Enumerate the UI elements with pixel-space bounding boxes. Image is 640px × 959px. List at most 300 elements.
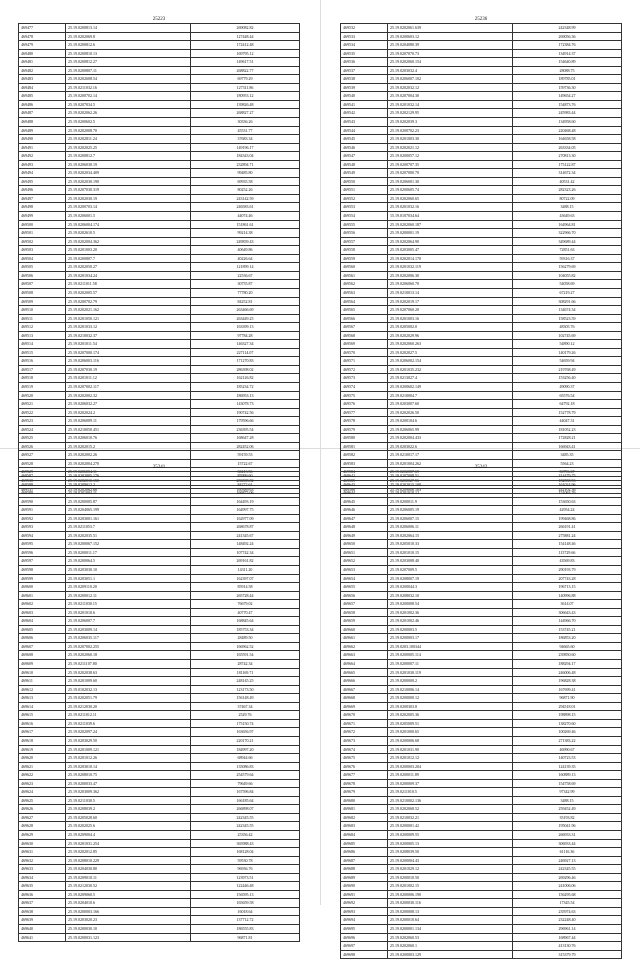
account-code: 25.19.0204065.199 <box>66 506 191 515</box>
account-code: 25.19.0200067.152 <box>66 540 191 549</box>
account-code: 25.19.0207002.255 <box>66 642 191 651</box>
row-number: 469569 <box>341 340 388 349</box>
table-row <box>19 771 300 780</box>
account-code: 25.19.0206010.76 <box>66 434 191 443</box>
panel-top-left <box>18 16 300 494</box>
row-number: 469661 <box>341 634 388 643</box>
amount: 64792.18 <box>513 400 622 409</box>
table-row <box>19 24 300 33</box>
row-number: 469692 <box>341 899 388 908</box>
row-number: 469580 <box>341 434 388 443</box>
amount: 246927.13 <box>513 856 622 865</box>
row-number: 469675 <box>341 754 388 763</box>
account-code: 25.19.0206032.27 <box>66 400 191 409</box>
table-row <box>341 237 622 246</box>
account-code: 25.19.0203010.14 <box>66 762 191 771</box>
amount: 268822.77 <box>191 66 300 75</box>
table-row <box>341 135 622 144</box>
table-row <box>19 907 300 916</box>
table-row <box>341 391 622 400</box>
account-code: 25.19.0200812.27 <box>66 58 191 67</box>
row-number: 469618 <box>19 736 66 745</box>
row-number: 469645 <box>341 497 388 506</box>
table-row <box>19 408 300 417</box>
table-row <box>341 263 622 272</box>
table-row <box>341 788 622 797</box>
table-row <box>341 246 622 255</box>
amount: 198898.15 <box>513 711 622 720</box>
row-number: 469632 <box>19 856 66 865</box>
amount: 242345.55 <box>191 822 300 831</box>
account-code: 25.19.0202024.2 <box>66 408 191 417</box>
account-code: 25.19.0204030.80 <box>66 865 191 874</box>
row-number: 469530 <box>19 476 66 485</box>
amount: 161024.96 <box>513 480 622 489</box>
account-code: 25.19.0200031.123 <box>66 933 191 942</box>
account-code: 25.19.0202012.85 <box>66 848 191 857</box>
amount: 181169.71 <box>191 668 300 677</box>
amount: 102745.69 <box>513 331 622 340</box>
amount: 121899.14 <box>191 263 300 272</box>
table-row <box>341 169 622 178</box>
table-row <box>19 523 300 532</box>
table-row <box>341 451 622 460</box>
table-row <box>19 762 300 771</box>
account-code: 25.19.0203022.6 <box>388 442 513 451</box>
ledger-table <box>340 23 622 494</box>
row-number: 469583 <box>341 459 388 468</box>
table-row <box>19 728 300 737</box>
account-code: 25.19.0210050.451 <box>66 425 191 434</box>
amount: 227114.07 <box>191 348 300 357</box>
account-code: 25.19.0203001.161 <box>66 514 191 523</box>
account-code: 25.19.0202004.362 <box>66 237 191 246</box>
amount: 40649.86 <box>191 246 300 255</box>
row-number: 469511 <box>19 314 66 323</box>
row-number: 469660 <box>341 625 388 634</box>
table-row <box>341 382 622 391</box>
row-number: 469688 <box>341 865 388 874</box>
row-number: 469646 <box>341 506 388 515</box>
account-code: 25.19.0202015.100 <box>388 480 513 489</box>
row-number: 469619 <box>19 745 66 754</box>
row-number: 469572 <box>341 365 388 374</box>
account-code: 25.19.0203007.60 <box>388 400 513 409</box>
account-code: 25.19.0200012.11 <box>66 591 191 600</box>
row-number: 469483 <box>19 75 66 84</box>
table-row <box>341 685 622 694</box>
ledger-table <box>18 23 300 494</box>
table-row <box>341 942 622 951</box>
row-number: 469585 <box>341 476 388 485</box>
row-number: 469623 <box>19 779 66 788</box>
table-row <box>341 434 622 443</box>
table-row <box>19 745 300 754</box>
account-code: 25.19.0202025.25 <box>66 143 191 152</box>
row-number: 469592 <box>19 514 66 523</box>
row-number: 469624 <box>19 788 66 797</box>
table-row <box>341 497 622 506</box>
account-code: 25.19.0205028.60 <box>66 813 191 822</box>
amount: 259452.49 <box>513 805 622 814</box>
row-number: 469643 <box>341 480 388 489</box>
row-number: 469622 <box>19 771 66 780</box>
table-row <box>341 933 622 942</box>
amount: 239850.60 <box>513 651 622 660</box>
account-code: 25.19.0201029.12 <box>388 865 513 874</box>
amount: 266191.41 <box>513 523 622 532</box>
row-number: 469560 <box>341 263 388 272</box>
row-number: 469605 <box>19 625 66 634</box>
amount: 168128.04 <box>191 848 300 857</box>
row-number: 469512 <box>19 323 66 332</box>
account-code: 25.19.0207000.174 <box>66 348 191 357</box>
row-number: 469497 <box>19 194 66 203</box>
panel-bottom-right <box>340 464 622 959</box>
account-code: 25.19.0200057.12 <box>388 152 513 161</box>
table-row <box>19 212 300 221</box>
account-code: 25.19.0200807.11 <box>66 66 191 75</box>
amount: 294518.01 <box>513 702 622 711</box>
table-row <box>19 540 300 549</box>
row-number: 469685 <box>341 839 388 848</box>
amount: 54058.69 <box>513 280 622 289</box>
table-row <box>341 523 622 532</box>
account-code: 25.19.0202002.32 <box>66 391 191 400</box>
table-row <box>341 323 622 332</box>
row-number: 469666 <box>341 677 388 686</box>
row-number: 469678 <box>341 779 388 788</box>
row-number: 469596 <box>19 548 66 557</box>
row-number: 469558 <box>341 246 388 255</box>
account-code: 25.19.0202030.19 <box>66 194 191 203</box>
row-number: 469500 <box>19 220 66 229</box>
row-number: 469586 <box>341 485 388 494</box>
row-number: 469556 <box>341 229 388 238</box>
row-number: 469671 <box>341 719 388 728</box>
row-number: 469479 <box>19 41 66 50</box>
account-code: 25.19.0200807.7 <box>66 254 191 263</box>
account-code: 25.19.0211032.16 <box>66 83 191 92</box>
table-row <box>341 41 622 50</box>
table-row <box>19 229 300 238</box>
amount: 175150.74 <box>191 719 300 728</box>
account-code: 25.19.0205009.51 <box>388 719 513 728</box>
row-number: 469617 <box>19 728 66 737</box>
row-number: 469484 <box>19 83 66 92</box>
table-row <box>341 177 622 186</box>
row-number: 469581 <box>341 442 388 451</box>
account-code: 25.19.0206006.11 <box>388 523 513 532</box>
amount: 96871.90 <box>513 694 622 703</box>
amount: 269161.82 <box>191 557 300 566</box>
table-row <box>19 263 300 272</box>
account-code: 25.19.0201012.12 <box>388 754 513 763</box>
table-row <box>341 548 622 557</box>
table-row <box>341 907 622 916</box>
amount: 104055.82 <box>513 271 622 280</box>
table-row <box>341 229 622 238</box>
account-code: 15.19.0107034.64 <box>388 212 513 221</box>
account-code: 25.19.0102032.13 <box>66 685 191 694</box>
row-number: 469610 <box>19 668 66 677</box>
account-code: 25.19.0201035.232 <box>388 365 513 374</box>
account-code: 25.19.0200010.50 <box>388 873 513 882</box>
table-row <box>19 608 300 617</box>
table-row <box>19 736 300 745</box>
amount: 134958.60 <box>513 118 622 127</box>
account-code: 25.19.0200813.14 <box>66 24 191 33</box>
amount: 135086.83 <box>191 762 300 771</box>
amount: 172412.48 <box>191 41 300 50</box>
amount: 265728.44 <box>191 591 300 600</box>
account-code: 25.19.0200605.74 <box>388 186 513 195</box>
account-code: 25.19.0207030.319 <box>66 186 191 195</box>
amount: 296961.14 <box>513 924 622 933</box>
account-code: 25.19.0206009.11 <box>66 417 191 426</box>
account-code: 25.19.0200008.54 <box>388 600 513 609</box>
table-row <box>341 340 622 349</box>
row-number: 469698 <box>341 950 388 959</box>
row-number: 469518 <box>19 374 66 383</box>
account-code: 25.19.0200003.166 <box>66 907 191 916</box>
amount: 22536.67 <box>191 271 300 280</box>
row-number: 469603 <box>19 608 66 617</box>
table-row <box>341 771 622 780</box>
table-row <box>19 400 300 409</box>
account-code: 25.19.0200007.11 <box>388 660 513 669</box>
amount: 268678.87 <box>191 523 300 532</box>
row-number: 469508 <box>19 288 66 297</box>
table-row <box>19 796 300 805</box>
amount: 140179.26 <box>513 348 622 357</box>
row-number: 469522 <box>19 408 66 417</box>
row-number: 469488 <box>19 118 66 127</box>
amount: 59159.53 <box>191 451 300 460</box>
row-number: 469491 <box>19 143 66 152</box>
account-code: 25.19.0200104.6 <box>388 417 513 426</box>
account-code: 25.19.0202021.162 <box>66 306 191 315</box>
table-row <box>19 254 300 263</box>
amount: 79649.66 <box>191 779 300 788</box>
amount: 107742.34 <box>191 548 300 557</box>
account-code: 25.19.0202004.270 <box>66 459 191 468</box>
amount: 37467.34 <box>191 702 300 711</box>
table-row <box>341 779 622 788</box>
table-row <box>19 391 300 400</box>
account-code: 25.19.0201003.16 <box>388 314 513 323</box>
amount: 54890.12 <box>513 340 622 349</box>
account-code: 25.19.0202015.2 <box>66 442 191 451</box>
table-row <box>19 822 300 831</box>
row-number: 469630 <box>19 839 66 848</box>
table-row <box>341 796 622 805</box>
row-number: 469576 <box>341 400 388 409</box>
account-code: 25.19.0209060.5 <box>66 890 191 899</box>
amount: 219768.49 <box>513 365 622 374</box>
account-code: 25.19.0200009.55 <box>388 830 513 839</box>
amount: 49090.37 <box>513 382 622 391</box>
account-code: 25.19.0202060.1 <box>388 942 513 951</box>
amount: 44047.31 <box>513 417 622 426</box>
account-code: 25.19.0203.100344 <box>388 642 513 651</box>
row-number: 469636 <box>19 890 66 899</box>
row-number: 469550 <box>341 177 388 186</box>
row-number: 469489 <box>19 126 66 135</box>
amount: 45531.77 <box>191 126 300 135</box>
amount: 235974.63 <box>513 907 622 916</box>
account-code: 25.19.0200812.6 <box>66 41 191 50</box>
amount: 127448.44 <box>191 32 300 41</box>
amount: 154758.69 <box>513 779 622 788</box>
table-row <box>19 374 300 383</box>
table-row <box>19 694 300 703</box>
row-number: 469642 <box>341 472 388 481</box>
row-number: 469599 <box>19 574 66 583</box>
row-number: 469510 <box>19 306 66 315</box>
row-number: 469567 <box>341 323 388 332</box>
amount: 159736.30 <box>513 83 622 92</box>
account-code: 25.19.0210002.136 <box>388 796 513 805</box>
table-row <box>19 711 300 720</box>
amount: 162397.07 <box>191 574 300 583</box>
table-row <box>341 66 622 75</box>
account-code: 25.19.0201010.15 <box>388 548 513 557</box>
row-number: 469589 <box>19 489 66 498</box>
row-number: 469506 <box>19 271 66 280</box>
amount: 156148.49 <box>191 694 300 703</box>
amount: 172384.76 <box>513 41 622 50</box>
row-number: 469594 <box>19 531 66 540</box>
account-code: 25.19.0200703.14 <box>66 203 191 212</box>
account-code: 25.19.0208010.75 <box>66 771 191 780</box>
table-row <box>19 434 300 443</box>
amount: 171270.83 <box>191 357 300 366</box>
account-code: 25.19.0200005.87 <box>66 497 191 506</box>
row-number: 469507 <box>19 280 66 289</box>
amount: 68944.66 <box>191 754 300 763</box>
amount: 124139.35 <box>513 762 622 771</box>
table-row <box>19 574 300 583</box>
account-code: 25.19.0201003.20 <box>66 246 191 255</box>
amount: 165659.58 <box>191 899 300 908</box>
account-code: 25.19.0206065.99 <box>388 425 513 434</box>
account-code: 25.19.0210004.7 <box>388 391 513 400</box>
row-number: 469524 <box>19 425 66 434</box>
row-number: 469686 <box>341 848 388 857</box>
account-code: 25.19.0201032.119 <box>388 263 513 272</box>
table-row <box>341 591 622 600</box>
row-number: 469650 <box>341 540 388 549</box>
amount: 3485.35 <box>513 451 622 460</box>
row-number: 469647 <box>341 514 388 523</box>
table-row <box>19 357 300 366</box>
account-code: 25.19.0200000.12 <box>388 694 513 703</box>
amount: 306933.44 <box>513 839 622 848</box>
amount: 2529.76 <box>191 711 300 720</box>
account-code: 25.19.0209012.2 <box>66 480 191 489</box>
row-number: 469517 <box>19 365 66 374</box>
table-row <box>341 865 622 874</box>
account-code: 25.19.0204010.6 <box>66 899 191 908</box>
amount: 282323.26 <box>513 186 622 195</box>
row-number: 469687 <box>341 856 388 865</box>
amount: 162977.09 <box>191 514 300 523</box>
table-row <box>19 830 300 839</box>
row-number: 469562 <box>341 280 388 289</box>
table-row <box>19 100 300 109</box>
table-row <box>341 583 622 592</box>
table-row <box>341 660 622 669</box>
account-code: 25.19.0202010.150 <box>66 476 191 485</box>
table-row <box>341 472 622 481</box>
amount: 3488.15 <box>513 796 622 805</box>
amount: 138270.60 <box>513 719 622 728</box>
account-code: 25.19.0202068.52 <box>388 805 513 814</box>
row-number: 469652 <box>341 557 388 566</box>
row-number: 469663 <box>341 651 388 660</box>
row-number: 469499 <box>19 212 66 221</box>
table-row <box>341 92 622 101</box>
account-code: 25.19.0209006.103 <box>388 485 513 494</box>
amount: 149617.51 <box>191 58 300 67</box>
table-row <box>19 779 300 788</box>
account-code: 25.19.0202060.187 <box>388 220 513 229</box>
row-number: 469542 <box>341 109 388 118</box>
amount: 134674.34 <box>513 306 622 315</box>
amount: 242345.55 <box>191 813 300 822</box>
row-number: 469597 <box>19 557 66 566</box>
row-number: 469602 <box>19 600 66 609</box>
table-row <box>19 514 300 523</box>
account-code: 25.19.0200033.47 <box>66 779 191 788</box>
amount: 143078.73 <box>191 400 300 409</box>
row-number: 469655 <box>341 583 388 592</box>
row-number: 469521 <box>19 400 66 409</box>
account-code: 25.19.0201000.65 <box>388 728 513 737</box>
row-number: 469697 <box>341 942 388 951</box>
account-code: 25.19.0202811.24 <box>66 135 191 144</box>
row-number: 469494 <box>19 169 66 178</box>
row-number: 469696 <box>341 933 388 942</box>
row-number: 469531 <box>19 485 66 494</box>
amount: 242348.99 <box>513 24 622 33</box>
amount: 5564.23 <box>513 459 622 468</box>
row-number: 469607 <box>19 642 66 651</box>
account-code: 25.19.0208010.229 <box>66 856 191 865</box>
amount: 166943.41 <box>513 442 622 451</box>
account-code: 25.19.0202029.96 <box>388 331 513 340</box>
row-number: 469535 <box>341 49 388 58</box>
amount: 232248.40 <box>513 916 622 925</box>
table-row <box>341 186 622 195</box>
account-code: 25.19.0202021.12 <box>388 143 513 152</box>
account-code: 25.19.0202014.170 <box>388 254 513 263</box>
account-code: 25.19.0201002.46 <box>388 617 513 626</box>
amount: 85999.60 <box>191 472 300 481</box>
table-row <box>19 442 300 451</box>
row-number: 469691 <box>341 890 388 899</box>
row-number: 469571 <box>341 357 388 366</box>
account-code: 25.19.0203051.1 <box>66 574 191 583</box>
account-code: 25.19.0202005.57 <box>66 288 191 297</box>
row-number: 469588 <box>19 480 66 489</box>
amount: 144966.70 <box>513 617 622 626</box>
account-code: 25.19.0210032.21 <box>388 813 513 822</box>
account-code: 25.19.0201011.54 <box>66 340 191 349</box>
amount: 271383.22 <box>513 736 622 745</box>
row-number: 469600 <box>19 583 66 592</box>
